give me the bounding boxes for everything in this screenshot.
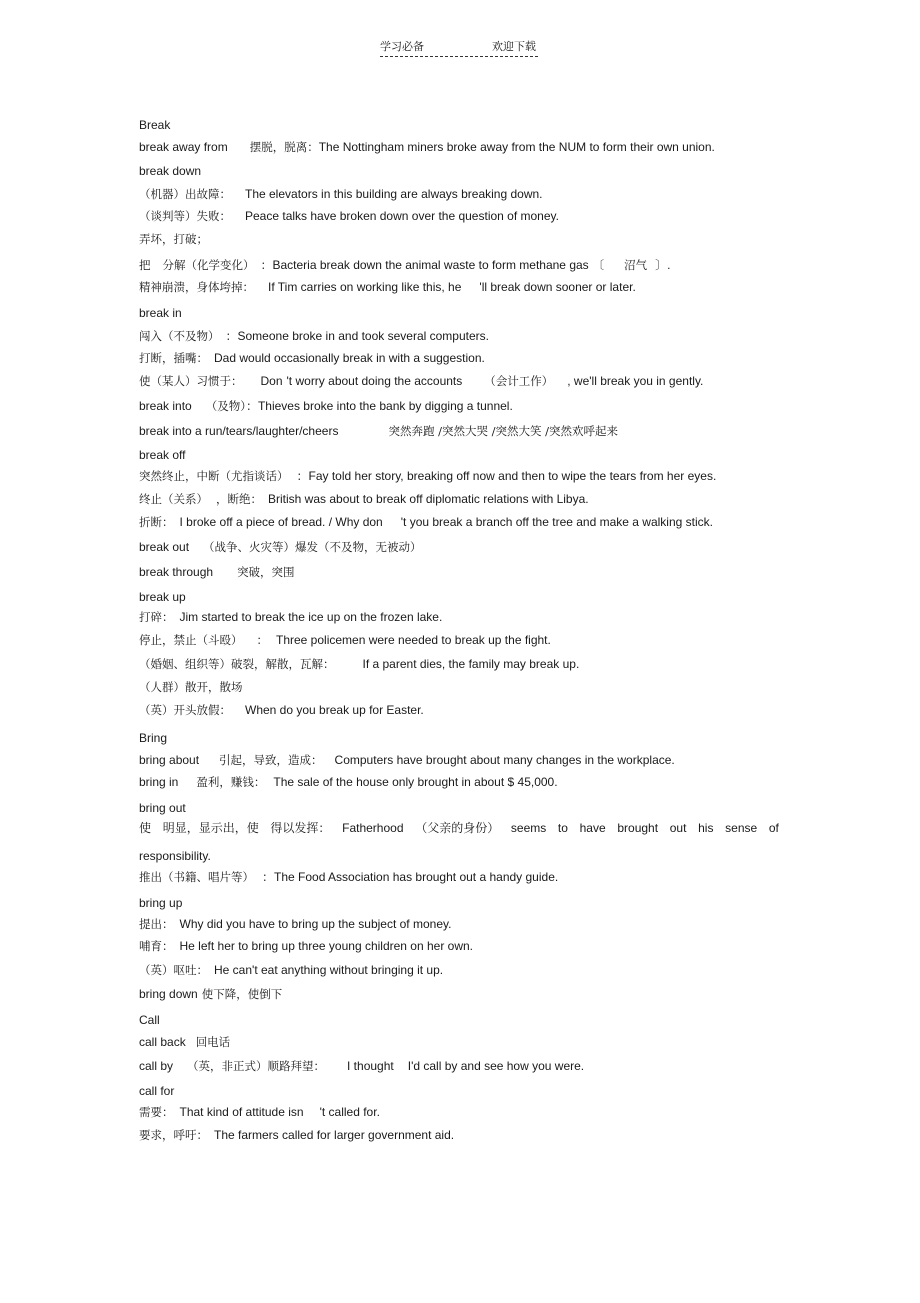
chinese-gloss: （谈判等）失败： [139, 209, 231, 223]
english-text: If Tim carries on working like this, he [268, 280, 462, 294]
chinese-gloss: （人群）散开，散场 [139, 680, 243, 694]
text-line [139, 306, 182, 320]
chinese-gloss: 沼气 [624, 258, 648, 272]
text-line [139, 917, 451, 931]
english-text: 't called for. [319, 1105, 380, 1119]
english-text: Jim started to break the ice up on the frozen lake. [179, 610, 443, 624]
chinese-gloss: 精神崩溃，身体垮掉： [139, 280, 254, 294]
text-line [139, 731, 167, 745]
text-line [139, 963, 443, 977]
english-text: bring down [139, 987, 198, 1001]
english-text: 〕. [655, 258, 671, 272]
english-text: I thought [347, 1059, 394, 1073]
chinese-gloss: 要求，呼吁： [139, 1128, 208, 1142]
chinese-gloss: （英）开头放假： [139, 703, 231, 717]
english-text: The Nottingham miners broke away from the NUM to form their own union. [318, 140, 715, 154]
text-line [139, 424, 618, 438]
english-text: seems [510, 821, 547, 835]
english-text: break through [139, 565, 214, 579]
english-text: call back [139, 1035, 186, 1049]
text-line [139, 374, 703, 388]
chinese-gloss: （机器）出故障： [139, 187, 231, 201]
header-right-text: 欢迎下载 [492, 40, 536, 53]
chinese-gloss: （英）呕吐： [139, 963, 208, 977]
text-line [139, 1128, 454, 1142]
english-text: Three policemen were needed to break up the fight. [276, 633, 551, 647]
english-text: He left her to bring up three young children on her own. [179, 939, 474, 953]
english-text: That kind of attitude isn [179, 1105, 304, 1119]
chinese-gloss: 哺育： [139, 939, 174, 953]
chinese-gloss: 打断，插嘴： [139, 351, 208, 365]
english-text: 使 [139, 821, 152, 835]
chinese-gloss: 突然终止，中断（尤指谈话） [139, 469, 289, 483]
english-text: Fatherhood [342, 821, 404, 835]
chinese-gloss: 停止，禁止（斗殴） [139, 633, 243, 647]
english-text: bring about [139, 753, 200, 767]
english-text: Peace talks have broken down over the question of money. [245, 209, 559, 223]
chinese-gloss: 需要： [139, 1105, 174, 1119]
english-text: break into [139, 399, 192, 413]
text-line [139, 821, 779, 835]
english-text: ：Fay told her story, breaking off now and then to wipe the tears from her eyes. [296, 469, 717, 483]
english-text: When do you break up for Easter. [245, 703, 424, 717]
chinese-gloss: （英，非正式）顺路拜望： [187, 1059, 326, 1073]
chinese-gloss: 使下降，使倒下 [201, 987, 283, 1001]
text-line [139, 515, 713, 529]
text-line [139, 703, 424, 717]
chinese-gloss: （会计工作） [484, 374, 554, 388]
english-text: responsibility. [139, 849, 211, 863]
text-line [139, 849, 211, 863]
english-text: , we'll break you in gently. [567, 374, 704, 388]
english-text: out [669, 821, 687, 835]
english-text: Dad would occasionally break in with a suggestion. [214, 351, 485, 365]
chinese-gloss: （及物） [205, 399, 246, 413]
english-text: ：The Food Association has brought out a handy guide. [262, 870, 559, 884]
text-line [139, 492, 589, 506]
chinese-gloss: 弄坏，打破； [139, 232, 208, 246]
chinese-gloss: 突破，突围 [237, 565, 295, 579]
chinese-gloss: ： [256, 633, 268, 647]
text-line [139, 232, 208, 246]
english-text: The sale of the house only brought in about $ 45,000. [273, 775, 558, 789]
text-line [139, 164, 201, 178]
chinese-gloss: 终止（关系） [139, 492, 208, 506]
text-line [139, 209, 559, 223]
english-text: bring in [139, 775, 179, 789]
text-line [139, 140, 715, 154]
text-line [139, 280, 636, 294]
text-line [139, 1035, 230, 1049]
english-text: bring out [139, 801, 186, 815]
chinese-gloss: （婚姻、组织等）破裂，解散，瓦解： [139, 657, 335, 671]
english-text: Computers have brought about many changes in the workplace. [334, 753, 675, 767]
english-text: of [768, 821, 779, 835]
chinese-gloss: 回电话 [195, 1035, 231, 1049]
text-line [139, 680, 243, 694]
text-line [139, 565, 295, 579]
chinese-gloss: 提出： [139, 917, 174, 931]
english-text: 明显，显示出，使 [162, 821, 259, 835]
english-text: 得以发挥： [270, 821, 331, 835]
english-text: his [698, 821, 714, 835]
english-text: Why did you have to bring up the subject of money. [179, 917, 452, 931]
english-text: ：Bacteria break down the animal waste to form methane gas [260, 258, 589, 272]
english-text: Don [260, 374, 283, 388]
text-line [139, 351, 485, 365]
chinese-gloss: ，断绝： [216, 492, 262, 506]
english-text: call for [139, 1084, 175, 1098]
english-text: bring up [139, 896, 183, 910]
text-line [139, 590, 186, 604]
text-line [139, 610, 442, 624]
english-text: 'll break down sooner or later. [479, 280, 636, 294]
text-line [139, 469, 716, 483]
text-line [139, 1013, 160, 1027]
chinese-gloss: 引起，导致，造成： [219, 753, 323, 767]
chinese-gloss: （战争、火灾等）爆发（不及物，无被动） [203, 540, 422, 554]
english-text: Call [139, 1013, 160, 1027]
english-text: （父亲的身份） [415, 821, 500, 835]
english-text: break down [139, 164, 202, 178]
text-line [139, 657, 579, 671]
english-text: 't worry about doing the accounts [286, 374, 463, 388]
english-text: break away from [139, 140, 228, 154]
chinese-gloss: 推出（书籍、唱片等） [139, 870, 254, 884]
english-text: If a parent dies, the family may break up. [362, 657, 580, 671]
english-text: British was about to break off diplomatic relations with Libya. [268, 492, 589, 506]
chinese-gloss: 把 [139, 258, 151, 272]
english-text: Bring [139, 731, 168, 745]
english-text: 't you break a branch off the tree and make a walking stick. [400, 515, 713, 529]
english-text: The elevators in this building are always breaking down. [245, 187, 543, 201]
english-text: He can't eat anything without bringing it up. [214, 963, 444, 977]
english-text: to [557, 821, 568, 835]
text-line [139, 1105, 380, 1119]
text-line [139, 329, 489, 343]
english-text: have [579, 821, 606, 835]
text-line [139, 801, 186, 815]
text-line [139, 1059, 584, 1073]
english-text: I broke off a piece of bread. / Why don [179, 515, 383, 529]
english-text: call by [139, 1059, 174, 1073]
text-line [139, 896, 182, 910]
english-text: sense [725, 821, 758, 835]
chinese-gloss: 分解（化学变化） [162, 258, 255, 272]
text-line [139, 987, 282, 1001]
text-line [139, 870, 558, 884]
text-line [139, 118, 170, 132]
text-line [139, 399, 513, 413]
english-text: The farmers called for larger government aid. [214, 1128, 455, 1142]
header-left-text: 学习必备 [380, 40, 424, 53]
text-line [139, 540, 422, 554]
chinese-gloss: 打碎： [139, 610, 174, 624]
text-line [139, 187, 543, 201]
chinese-gloss: 突然奔跑 /突然大哭 /突然大笑 /突然欢呼起来 [388, 424, 619, 438]
chinese-gloss: 盈利，赚钱： [196, 775, 266, 789]
english-text: I'd call by and see how you were. [407, 1059, 585, 1073]
english-text: break up [139, 590, 186, 604]
english-text: Break [139, 118, 171, 132]
chinese-gloss: 摆脱，脱离： [249, 140, 319, 154]
english-text: ：Thieves broke into the bank by digging a tunnel. [245, 399, 513, 413]
english-text: break in [139, 306, 182, 320]
english-text: ：Someone broke in and took several computers. [225, 329, 489, 343]
text-line [139, 258, 671, 272]
text-line [139, 753, 675, 767]
chinese-gloss: 〔 [592, 258, 605, 272]
text-line [139, 1084, 174, 1098]
chinese-gloss: 折断： [139, 515, 174, 529]
english-text: break off [139, 448, 186, 462]
chinese-gloss: 闯入（不及物） [139, 329, 220, 343]
english-text: brought [617, 821, 659, 835]
text-line [139, 775, 558, 789]
chinese-gloss: 使（某人）习惯于： [139, 374, 243, 388]
text-line [139, 939, 473, 953]
english-text: break into a run/tears/laughter/cheers [139, 424, 339, 438]
english-text: break out [139, 540, 190, 554]
text-line [139, 633, 551, 647]
text-line [139, 448, 185, 462]
page-header [380, 38, 538, 57]
